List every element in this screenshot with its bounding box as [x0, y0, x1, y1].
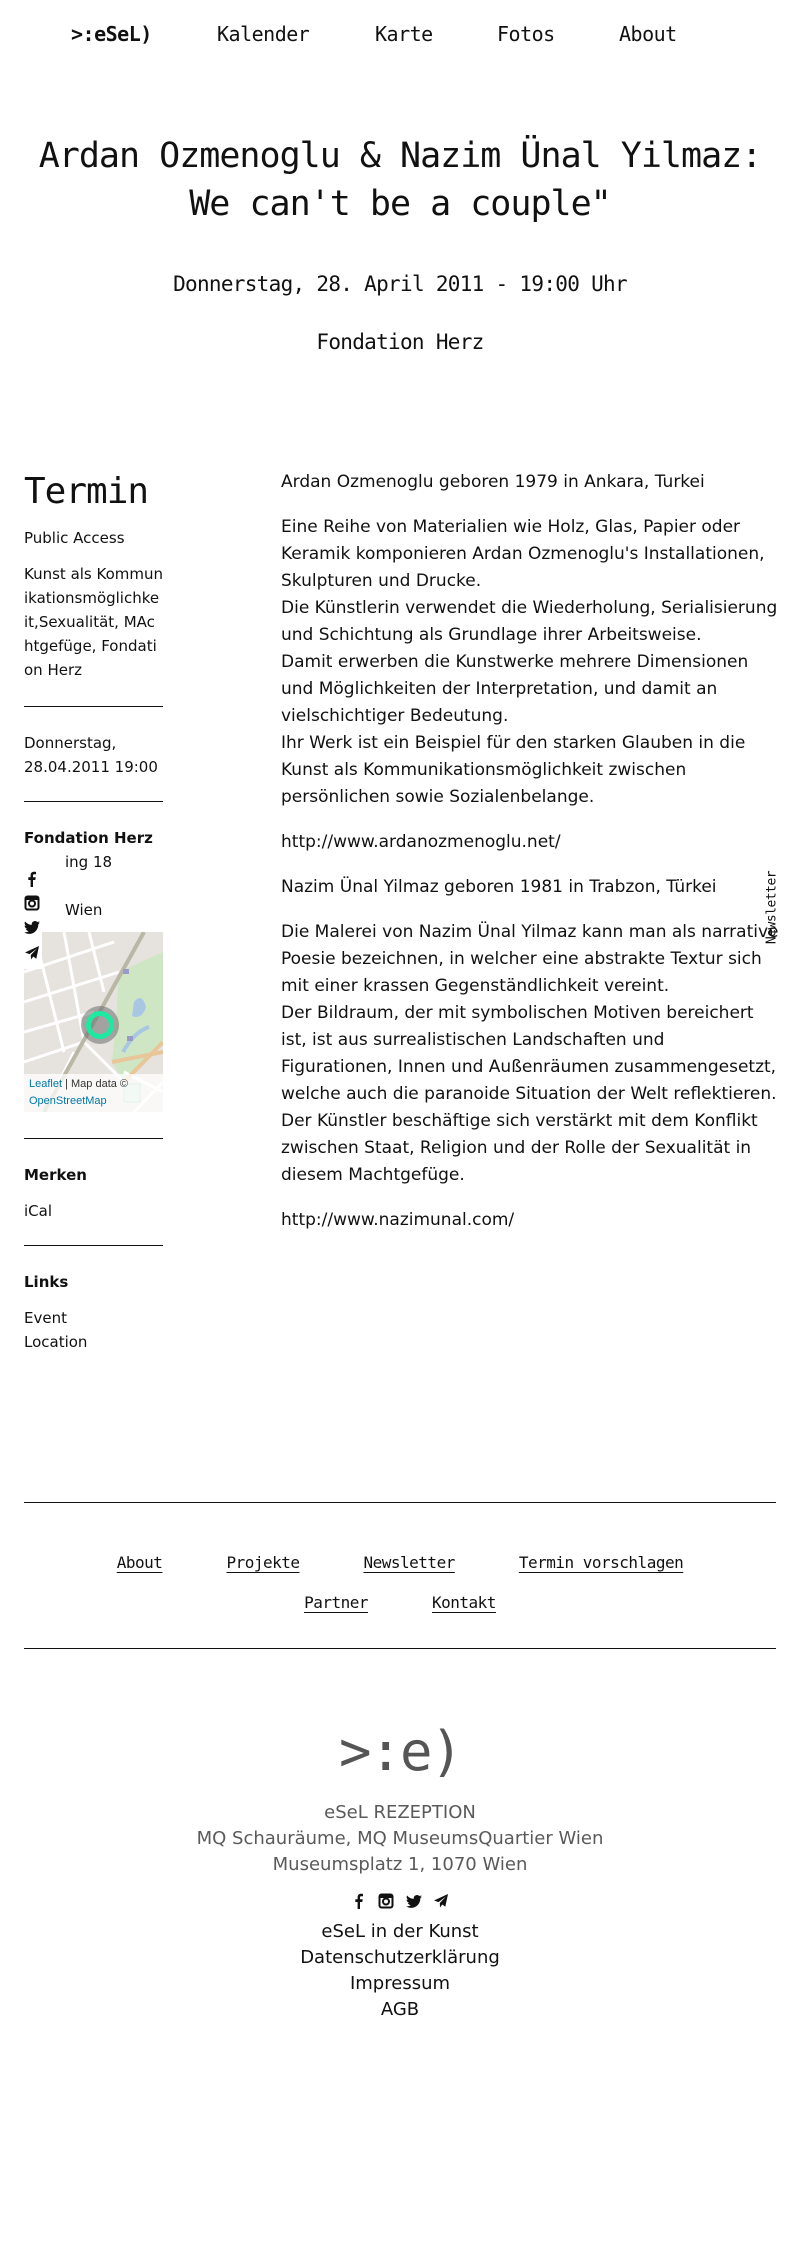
datetime-line-2: 28.04.2011 19:00 — [24, 758, 158, 776]
footer-rule-bottom — [24, 1648, 776, 1649]
event-datetime — [24, 707, 163, 801]
artist-2-description — [281, 919, 781, 1189]
footer-social-icons — [0, 1890, 800, 1908]
osm-link[interactable]: OpenStreetMap — [29, 1095, 107, 1107]
footer-link-esel-in-der-kunst[interactable]: eSeL in der Kunst — [321, 1921, 479, 1942]
artist-1-intro — [281, 469, 781, 496]
text-line: Nazim Ünal Yilmaz geboren 1981 in Trabzon, Türkei — [281, 877, 717, 897]
footer-nav-row-2 — [0, 1583, 800, 1623]
top-nav — [0, 22, 800, 52]
footer-link-impressum[interactable]: Impressum — [349, 1973, 451, 1994]
text-line: Der Künstler beschäftige sich verstärkt mit dem Konflikt zwischen Staat, Religion und der Rolle der Sexualität in diesem Machtgefüge. — [281, 1111, 758, 1185]
artist-1-description — [281, 514, 781, 811]
footer-nav-row-1 — [0, 1543, 800, 1583]
footer-link-datenschutz[interactable]: Datenschutzerklärung — [300, 1947, 500, 1968]
event-date: Donnerstag, 28. April 2011 - 19:00 Uhr — [173, 272, 627, 296]
text-line: Eine Reihe von Materialien wie Holz, Glas, Papier oder Keramik komponieren Ardan Ozmenoglu's Installationen, Skulpturen und Drucke. — [281, 517, 765, 591]
site-logo[interactable]: >:eSeL) — [71, 22, 152, 46]
address-spacer — [24, 874, 163, 898]
text-line: Damit erwerben die Kunstwerke mehrere Dimensionen und Möglichkeiten der Interpretation, und damit an vielschichtiger Bedeutung. — [281, 652, 749, 726]
datetime-line-1: Donnerstag, — [24, 734, 117, 752]
event-link[interactable]: Event — [24, 1309, 67, 1327]
nav-about[interactable]: About — [619, 22, 677, 46]
footer-links — [0, 1919, 800, 2023]
location-map[interactable] — [24, 932, 163, 1112]
location-name[interactable]: Fondation Herz — [24, 829, 153, 847]
address-line-1 — [24, 850, 163, 874]
footer-link-about[interactable]: About — [116, 1553, 163, 1572]
merken-section — [24, 1139, 163, 1245]
ical-link[interactable]: iCal — [24, 1202, 53, 1220]
text-line: Ardan Ozmenoglu geboren 1979 in Ankara, Turkei — [281, 472, 705, 492]
footer-link-agb[interactable]: AGB — [380, 1999, 420, 2020]
event-title — [0, 132, 800, 228]
links-section — [24, 1246, 163, 1376]
footer-logo[interactable]: >:e) — [338, 1720, 462, 1783]
artist-1-website-link[interactable]: http://www.ardanozmenoglu.net/ — [281, 832, 561, 852]
footer-link-termin-vorschlagen[interactable]: Termin vorschlagen — [518, 1553, 684, 1572]
artist-2-website — [281, 1207, 781, 1234]
sidebar-heading: Termin — [24, 471, 149, 512]
map-marker[interactable] — [86, 1011, 114, 1039]
event-title-line-2: We can't be a couple" — [189, 184, 611, 224]
map-attribution — [24, 1074, 163, 1112]
newsletter-tab-label: Newsletter — [764, 870, 780, 945]
facebook-icon[interactable] — [351, 1893, 367, 1909]
telegram-icon[interactable] — [433, 1893, 449, 1909]
artist-2-intro — [281, 874, 781, 901]
nav-karte[interactable]: Karte — [375, 22, 433, 46]
text-line: Die Künstlerin verwendet die Wiederholung, Serialisierung und Schichtung als Grundlage ihrer Arbeitsweise. — [281, 598, 778, 645]
footer-street: Museumsplatz 1, 1070 Wien — [272, 1854, 528, 1875]
instagram-icon[interactable] — [378, 1893, 394, 1909]
instagram-icon[interactable] — [24, 895, 40, 911]
event-location — [24, 802, 163, 1136]
event-title-line-1: Ardan Ozmenoglu & Nazim Ünal Yilmaz: — [38, 136, 762, 176]
event-venue: Fondation Herz — [316, 330, 484, 354]
twitter-icon[interactable] — [406, 1893, 422, 1909]
footer-link-projekte[interactable]: Projekte — [226, 1553, 300, 1572]
leaflet-link[interactable]: Leaflet — [29, 1078, 63, 1090]
share-bar — [22, 865, 42, 969]
event-sidebar — [24, 470, 163, 1376]
event-tags[interactable]: Kunst als Kommunikationsmöglichkeit,Sexualität, MAchtgefüge, Fondation Herz — [24, 565, 164, 679]
footer-link-partner[interactable]: Partner — [304, 1593, 368, 1612]
artist-1-website — [281, 829, 781, 856]
text-line: welche auch die paranoide Situation der Welt reflektieren. — [281, 1084, 777, 1104]
footer-address — [0, 1800, 800, 1878]
footer-location: MQ Schauräume, MQ MuseumsQuartier Wien — [196, 1828, 604, 1849]
event-description — [281, 469, 781, 1252]
footer-link-newsletter[interactable]: Newsletter — [363, 1553, 455, 1572]
text-line: Ihr Werk ist ein Beispiel für den starken Glauben in die Kunst als Kommunikationsmöglichkeit zwischen persönlichen sowie Sozialenbelange. — [281, 733, 746, 807]
nav-fotos[interactable]: Fotos — [497, 22, 555, 46]
address-line-2 — [24, 898, 163, 922]
links-heading: Links — [24, 1273, 69, 1291]
address-line-1-text: ing 18 — [65, 853, 113, 871]
map-attribution-text: | Map data © — [62, 1078, 129, 1090]
facebook-icon[interactable] — [24, 871, 40, 887]
text-line: Die Malerei von Nazim Ünal Yilmaz kann man als narrative Poesie bezeichnen, in welcher eine abstrakte Textur sich mit einer krassen Gegenständlichkeit vereint. — [281, 922, 779, 996]
artist-2-website-link[interactable]: http://www.nazimunal.com/ — [281, 1210, 515, 1230]
twitter-icon[interactable] — [24, 919, 40, 935]
footer-link-kontakt[interactable]: Kontakt — [432, 1593, 496, 1612]
telegram-icon[interactable] — [24, 945, 40, 961]
location-link[interactable]: Location — [24, 1333, 88, 1351]
event-category[interactable]: Public Access — [24, 529, 125, 547]
footer-nav — [0, 1543, 800, 1623]
merken-heading: Merken — [24, 1166, 87, 1184]
nav-kalender[interactable]: Kalender — [217, 22, 310, 46]
text-line: Der Bildraum, der mit symbolischen Motiven bereichert ist, ist aus surrealistischen Landschaften und Figurationen, Innen und Außenräumen zusammengesetzt, — [281, 1003, 777, 1077]
footer-rule-top — [24, 1502, 776, 1503]
footer-org: eSeL REZEPTION — [324, 1802, 476, 1823]
address-line-2-text: Wien — [65, 901, 103, 919]
